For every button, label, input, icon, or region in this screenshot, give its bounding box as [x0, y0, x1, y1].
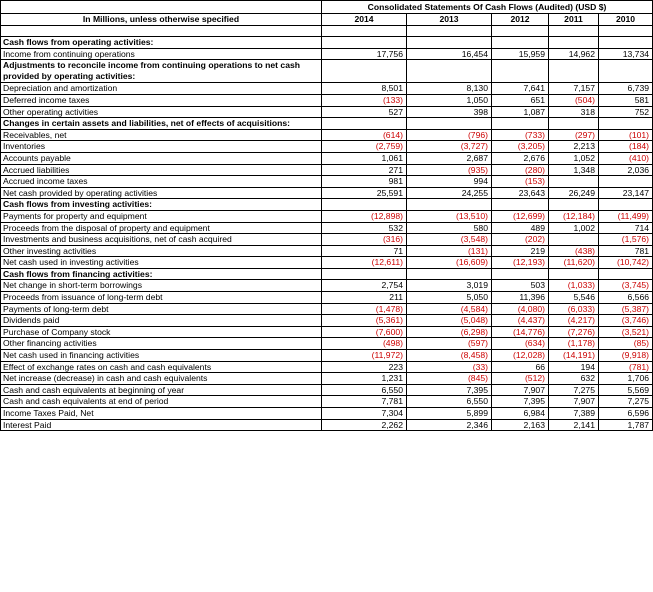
table-row [1, 37, 653, 49]
value-cell: 6,566 [599, 292, 653, 304]
value-cell: (504) [549, 94, 599, 106]
value-cell: (8,458) [407, 350, 492, 362]
value-cell: 752 [599, 106, 653, 118]
table-row [1, 141, 653, 153]
value-cell: (498) [322, 338, 407, 350]
value-cell: 6,550 [407, 396, 492, 408]
value-cell: 1,231 [322, 373, 407, 385]
value-cell: (512) [492, 373, 549, 385]
value-cell: 2,346 [407, 419, 492, 431]
value-cell: 580 [407, 222, 492, 234]
value-cell: 7,395 [407, 384, 492, 396]
spacer-cell [599, 25, 653, 37]
header-years-row [1, 14, 653, 26]
table-row [1, 83, 653, 95]
year-header: 2013 [407, 14, 492, 26]
value-cell: 7,157 [549, 83, 599, 95]
value-cell: (1,478) [322, 303, 407, 315]
value-cell [322, 199, 407, 211]
value-cell: (11,972) [322, 350, 407, 362]
value-cell [549, 37, 599, 49]
value-cell: 71 [322, 245, 407, 257]
value-cell: (7,600) [322, 326, 407, 338]
value-cell [492, 118, 549, 130]
table-row [1, 315, 653, 327]
value-cell: (12,611) [322, 257, 407, 269]
value-cell [549, 234, 599, 246]
value-cell: 7,275 [599, 396, 653, 408]
table-row [1, 199, 653, 211]
value-cell: 398 [407, 106, 492, 118]
value-cell: (202) [492, 234, 549, 246]
value-cell: 714 [599, 222, 653, 234]
row-label: Cash and cash equivalents at beginning of year [1, 384, 322, 396]
table-body [1, 37, 653, 431]
value-cell [549, 176, 599, 188]
table-row [1, 152, 653, 164]
value-cell: (4,080) [492, 303, 549, 315]
value-cell [322, 60, 407, 83]
value-cell: (410) [599, 152, 653, 164]
value-cell: (935) [407, 164, 492, 176]
value-cell: 7,781 [322, 396, 407, 408]
value-cell: 7,907 [549, 396, 599, 408]
value-cell: (634) [492, 338, 549, 350]
row-label: Deferred income taxes [1, 94, 322, 106]
value-cell: (16,609) [407, 257, 492, 269]
value-cell: 7,304 [322, 408, 407, 420]
row-label: Net cash used in investing activities [1, 257, 322, 269]
value-cell: (12,193) [492, 257, 549, 269]
row-label: Investments and business acquisitions, net of cash acquired [1, 234, 322, 246]
value-cell: 2,262 [322, 419, 407, 431]
value-cell: (781) [599, 361, 653, 373]
value-cell: (12,184) [549, 210, 599, 222]
value-cell: 503 [492, 280, 549, 292]
spacer-cell [1, 25, 322, 37]
value-cell: (3,727) [407, 141, 492, 153]
value-cell: 1,002 [549, 222, 599, 234]
value-cell: 15,959 [492, 48, 549, 60]
table-row [1, 245, 653, 257]
value-cell: 211 [322, 292, 407, 304]
value-cell: 23,643 [492, 187, 549, 199]
value-cell: (316) [322, 234, 407, 246]
value-cell: (1,178) [549, 338, 599, 350]
value-cell: (5,387) [599, 303, 653, 315]
value-cell: 1,706 [599, 373, 653, 385]
table-row [1, 280, 653, 292]
value-cell [322, 118, 407, 130]
value-cell: (153) [492, 176, 549, 188]
value-cell: 7,275 [549, 384, 599, 396]
value-cell: 271 [322, 164, 407, 176]
value-cell: (11,499) [599, 210, 653, 222]
value-cell: 632 [549, 373, 599, 385]
row-label: Net cash provided by operating activities [1, 187, 322, 199]
value-cell: (3,205) [492, 141, 549, 153]
value-cell: 2,213 [549, 141, 599, 153]
row-label: Cash flows from investing activities: [1, 199, 322, 211]
value-cell [407, 118, 492, 130]
value-cell: 16,454 [407, 48, 492, 60]
value-cell: (3,745) [599, 280, 653, 292]
table-row [1, 419, 653, 431]
value-cell: 5,569 [599, 384, 653, 396]
value-cell: 8,501 [322, 83, 407, 95]
value-cell: (12,028) [492, 350, 549, 362]
row-label: Net increase (decrease) in cash and cash equivalents [1, 373, 322, 385]
statement-title: Consolidated Statements Of Cash Flows (Audited) (USD $) [322, 1, 653, 14]
row-label: Payments for property and equipment [1, 210, 322, 222]
value-cell [492, 268, 549, 280]
row-label: Income from continuing operations [1, 48, 322, 60]
value-cell: 11,396 [492, 292, 549, 304]
table-row [1, 234, 653, 246]
value-cell: 781 [599, 245, 653, 257]
value-cell: (5,361) [322, 315, 407, 327]
table-row [1, 373, 653, 385]
value-cell: (131) [407, 245, 492, 257]
value-cell: 13,734 [599, 48, 653, 60]
value-cell: (184) [599, 141, 653, 153]
value-cell: 5,546 [549, 292, 599, 304]
row-label: Proceeds from the disposal of property and equipment [1, 222, 322, 234]
value-cell: 194 [549, 361, 599, 373]
spacer-row [1, 25, 653, 37]
value-cell [599, 60, 653, 83]
value-cell: 581 [599, 94, 653, 106]
value-cell [549, 118, 599, 130]
row-label: Income Taxes Paid, Net [1, 408, 322, 420]
table-row [1, 222, 653, 234]
value-cell [599, 118, 653, 130]
row-label: Accrued liabilities [1, 164, 322, 176]
value-cell: 1,052 [549, 152, 599, 164]
value-cell: 2,141 [549, 419, 599, 431]
value-cell [492, 60, 549, 83]
value-cell: 1,061 [322, 152, 407, 164]
table-row [1, 164, 653, 176]
table-row [1, 361, 653, 373]
header-title-row [1, 1, 653, 14]
value-cell: (4,584) [407, 303, 492, 315]
value-cell: 14,962 [549, 48, 599, 60]
row-label: Other operating activities [1, 106, 322, 118]
table-row [1, 257, 653, 269]
value-cell: 24,255 [407, 187, 492, 199]
table-row [1, 187, 653, 199]
value-cell: 5,050 [407, 292, 492, 304]
row-label: Proceeds from issuance of long-term debt [1, 292, 322, 304]
row-label: Adjustments to reconcile income from continuing operations to net cash provided by operating activities: [1, 60, 322, 83]
value-cell: (1,033) [549, 280, 599, 292]
value-cell: 1,050 [407, 94, 492, 106]
value-cell: 7,395 [492, 396, 549, 408]
value-cell [322, 37, 407, 49]
value-cell [599, 37, 653, 49]
spacer-cell [322, 25, 407, 37]
table-row [1, 268, 653, 280]
table-row [1, 210, 653, 222]
row-label: Dividends paid [1, 315, 322, 327]
value-cell: (3,746) [599, 315, 653, 327]
row-label: Interest Paid [1, 419, 322, 431]
value-cell: 2,687 [407, 152, 492, 164]
value-cell: 6,984 [492, 408, 549, 420]
value-cell: 26,249 [549, 187, 599, 199]
value-cell: 6,550 [322, 384, 407, 396]
value-cell: 23,147 [599, 187, 653, 199]
value-cell: 6,739 [599, 83, 653, 95]
row-label: Receivables, net [1, 129, 322, 141]
value-cell: 2,036 [599, 164, 653, 176]
table-row [1, 292, 653, 304]
value-cell: (12,699) [492, 210, 549, 222]
value-cell: (614) [322, 129, 407, 141]
value-cell: (133) [322, 94, 407, 106]
value-cell: (845) [407, 373, 492, 385]
table-row [1, 303, 653, 315]
value-cell: 66 [492, 361, 549, 373]
table-row [1, 176, 653, 188]
value-cell: 25,591 [322, 187, 407, 199]
value-cell: (4,217) [549, 315, 599, 327]
header-corner [1, 1, 322, 14]
value-cell: (2,759) [322, 141, 407, 153]
value-cell: (9,918) [599, 350, 653, 362]
value-cell: 6,596 [599, 408, 653, 420]
value-cell [407, 268, 492, 280]
year-header: 2012 [492, 14, 549, 26]
value-cell: 994 [407, 176, 492, 188]
value-cell: (3,521) [599, 326, 653, 338]
row-label: Cash and cash equivalents at end of period [1, 396, 322, 408]
value-cell: 981 [322, 176, 407, 188]
row-label: Accounts payable [1, 152, 322, 164]
value-cell: (796) [407, 129, 492, 141]
value-cell: 651 [492, 94, 549, 106]
value-cell: 219 [492, 245, 549, 257]
value-cell: (7,276) [549, 326, 599, 338]
value-cell [549, 199, 599, 211]
value-cell [549, 60, 599, 83]
value-cell: (3,548) [407, 234, 492, 246]
year-header: 2011 [549, 14, 599, 26]
value-cell [599, 199, 653, 211]
value-cell: (4,437) [492, 315, 549, 327]
row-label: Cash flows from operating activities: [1, 37, 322, 49]
year-header: 2014 [322, 14, 407, 26]
value-cell: (1,576) [599, 234, 653, 246]
table-row [1, 94, 653, 106]
value-cell: 532 [322, 222, 407, 234]
spacer-cell [492, 25, 549, 37]
table-row [1, 408, 653, 420]
value-cell [492, 37, 549, 49]
value-cell: 17,756 [322, 48, 407, 60]
value-cell: 2,754 [322, 280, 407, 292]
value-cell: 1,348 [549, 164, 599, 176]
value-cell: 8,130 [407, 83, 492, 95]
value-cell: 1,787 [599, 419, 653, 431]
table-row [1, 350, 653, 362]
value-cell [599, 268, 653, 280]
table-row [1, 60, 653, 83]
value-cell: 7,641 [492, 83, 549, 95]
row-label: Purchase of Company stock [1, 326, 322, 338]
value-cell: (5,048) [407, 315, 492, 327]
value-cell [407, 37, 492, 49]
value-cell: 3,019 [407, 280, 492, 292]
table-row [1, 129, 653, 141]
table-row [1, 118, 653, 130]
value-cell [407, 199, 492, 211]
row-label-header: In Millions, unless otherwise specified [1, 14, 322, 26]
value-cell [492, 199, 549, 211]
value-cell: (14,776) [492, 326, 549, 338]
row-label: Changes in certain assets and liabilities, net of effects of acquisitions: [1, 118, 322, 130]
spacer-cell [549, 25, 599, 37]
table-row [1, 396, 653, 408]
table-row [1, 48, 653, 60]
year-header: 2010 [599, 14, 653, 26]
value-cell: (11,620) [549, 257, 599, 269]
row-label: Depreciation and amortization [1, 83, 322, 95]
value-cell [407, 60, 492, 83]
value-cell: (101) [599, 129, 653, 141]
table-row [1, 384, 653, 396]
value-cell: 1,087 [492, 106, 549, 118]
row-label: Cash flows from financing activities: [1, 268, 322, 280]
row-label: Net change in short-term borrowings [1, 280, 322, 292]
value-cell: 2,676 [492, 152, 549, 164]
value-cell: (6,298) [407, 326, 492, 338]
table-row [1, 106, 653, 118]
value-cell: (85) [599, 338, 653, 350]
value-cell: (280) [492, 164, 549, 176]
value-cell: 527 [322, 106, 407, 118]
value-cell [599, 176, 653, 188]
table-row [1, 338, 653, 350]
row-label: Accrued income taxes [1, 176, 322, 188]
value-cell: (733) [492, 129, 549, 141]
value-cell: (33) [407, 361, 492, 373]
value-cell: 489 [492, 222, 549, 234]
value-cell: (6,033) [549, 303, 599, 315]
spacer-cell [407, 25, 492, 37]
value-cell: 223 [322, 361, 407, 373]
value-cell: (12,898) [322, 210, 407, 222]
row-label: Other financing activities [1, 338, 322, 350]
row-label: Other investing activities [1, 245, 322, 257]
value-cell: 7,389 [549, 408, 599, 420]
value-cell: 2,163 [492, 419, 549, 431]
value-cell: (597) [407, 338, 492, 350]
value-cell: (297) [549, 129, 599, 141]
value-cell [322, 268, 407, 280]
table-row [1, 326, 653, 338]
value-cell: 318 [549, 106, 599, 118]
value-cell: 5,899 [407, 408, 492, 420]
value-cell: (14,191) [549, 350, 599, 362]
row-label: Net cash used in financing activities [1, 350, 322, 362]
value-cell [549, 268, 599, 280]
row-label: Payments of long-term debt [1, 303, 322, 315]
value-cell: (13,510) [407, 210, 492, 222]
row-label: Effect of exchange rates on cash and cash equivalents [1, 361, 322, 373]
row-label: Inventories [1, 141, 322, 153]
value-cell: (10,742) [599, 257, 653, 269]
value-cell: 7,907 [492, 384, 549, 396]
value-cell: (438) [549, 245, 599, 257]
